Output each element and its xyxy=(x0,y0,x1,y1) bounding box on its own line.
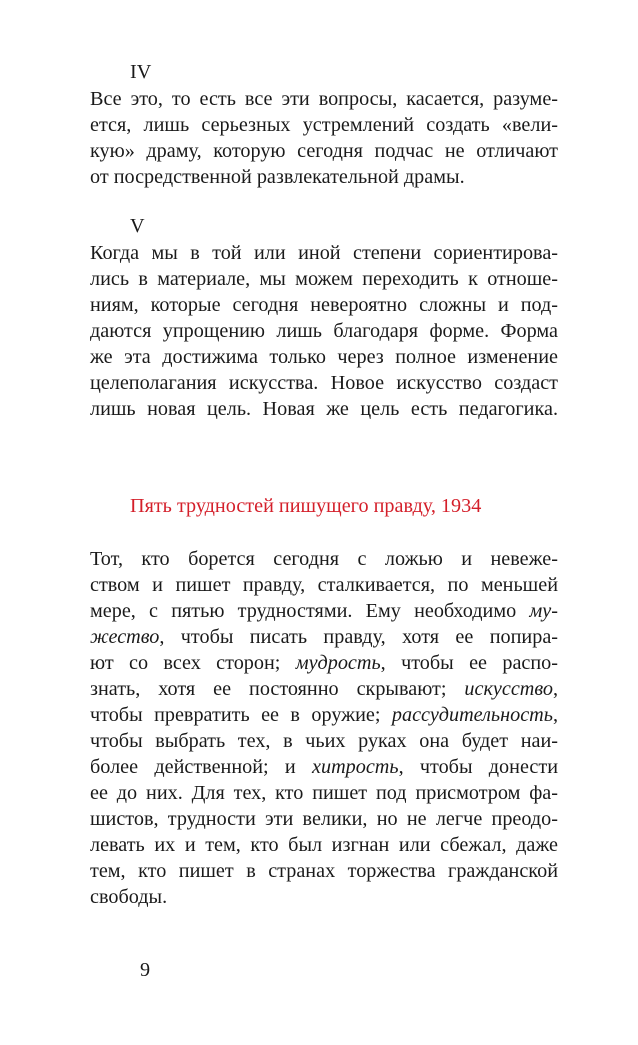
section-v-line: же эта достижима только через полное изменение xyxy=(90,346,558,368)
essay-line xyxy=(90,624,558,650)
essay-line xyxy=(90,546,558,572)
essay-text: мере, с пятью трудностями. Ему необходимо xyxy=(90,600,530,622)
essay-line xyxy=(90,650,558,676)
essay-line xyxy=(90,728,558,754)
essay-emphasis: мудрость xyxy=(295,652,381,674)
section-v-line: лишь новая цель. Новая же цель есть педагогика. xyxy=(90,398,558,420)
page-number: 9 xyxy=(140,959,151,981)
section-v-line: целеполагания искусства. Новое искусство создаст xyxy=(90,372,558,394)
essay-text: , чтобы донести xyxy=(398,756,559,778)
essay-title: Пять трудностей пишущего правду, 1934 xyxy=(130,495,482,517)
section-iv-numeral: IV xyxy=(130,61,152,83)
section-iv-line: кую» драму, которую сегодня подчас не отличают xyxy=(90,140,558,162)
section-iv-line: Все это, то есть все эти вопросы, касается, разуме- xyxy=(90,88,558,110)
essay-line xyxy=(90,598,558,624)
section-v-line: даются упрощению лишь благодаря форме. Форма xyxy=(90,320,558,342)
essay-emphasis: хитрость xyxy=(312,756,399,778)
essay-text: ют со всех сторон; xyxy=(90,652,296,674)
essay-line xyxy=(90,884,558,910)
essay-line xyxy=(90,702,558,728)
essay-text: , xyxy=(552,704,558,726)
essay-line xyxy=(90,676,558,702)
essay-emphasis: рассудительность xyxy=(391,704,553,726)
essay-emphasis: му- xyxy=(529,600,558,622)
essay-text: ством и пишет правду, сталкивается, по меньшей xyxy=(90,574,558,596)
section-v-numeral: V xyxy=(130,215,145,237)
section-iv-line: ется, лишь серьезных устремлений создать «вели- xyxy=(90,114,558,136)
essay-line xyxy=(90,572,558,598)
section-v-line: ниям, которые сегодня невероятно сложны и под- xyxy=(90,294,558,316)
essay-text: левать их и тем, кто был изгнан или сбежал, даже xyxy=(90,834,558,856)
essay-text: знать, хотя ее постоянно скрывают; xyxy=(90,678,465,700)
essay-text: более действенной; и xyxy=(90,756,313,778)
section-v-line: Когда мы в той или иной степени сориентирова- xyxy=(90,242,558,264)
essay-line xyxy=(90,806,558,832)
essay-emphasis: жество xyxy=(90,626,160,648)
essay-text: тем, кто пишет в странах торжества гражданской xyxy=(90,860,558,882)
section-iv-line: от посредственной развлекательной драмы. xyxy=(90,166,465,188)
essay-line xyxy=(90,858,558,884)
essay-line xyxy=(90,832,558,858)
essay-emphasis: искусство xyxy=(464,678,553,700)
essay-text: чтобы выбрать тех, в чьих руках она будет наи- xyxy=(90,730,558,752)
essay-text: чтобы превратить ее в оружие; xyxy=(90,704,392,726)
essay-text: свободы. xyxy=(90,886,168,908)
essay-text: , чтобы ее распо- xyxy=(380,652,558,674)
essay-line xyxy=(90,754,558,780)
essay-line xyxy=(90,780,558,806)
essay-text: , чтобы писать правду, хотя ее попира- xyxy=(159,626,558,648)
essay-text: ее до них. Для тех, кто пишет под присмотром фа- xyxy=(90,782,558,804)
essay-text: Тот, кто борется сегодня с ложью и невеже- xyxy=(90,548,558,570)
essay-text: шистов, трудности эти велики, но не легче преодо- xyxy=(90,808,558,830)
section-v-line: лись в материале, мы можем переходить к отноше- xyxy=(90,268,558,290)
essay-text: , xyxy=(552,678,558,700)
